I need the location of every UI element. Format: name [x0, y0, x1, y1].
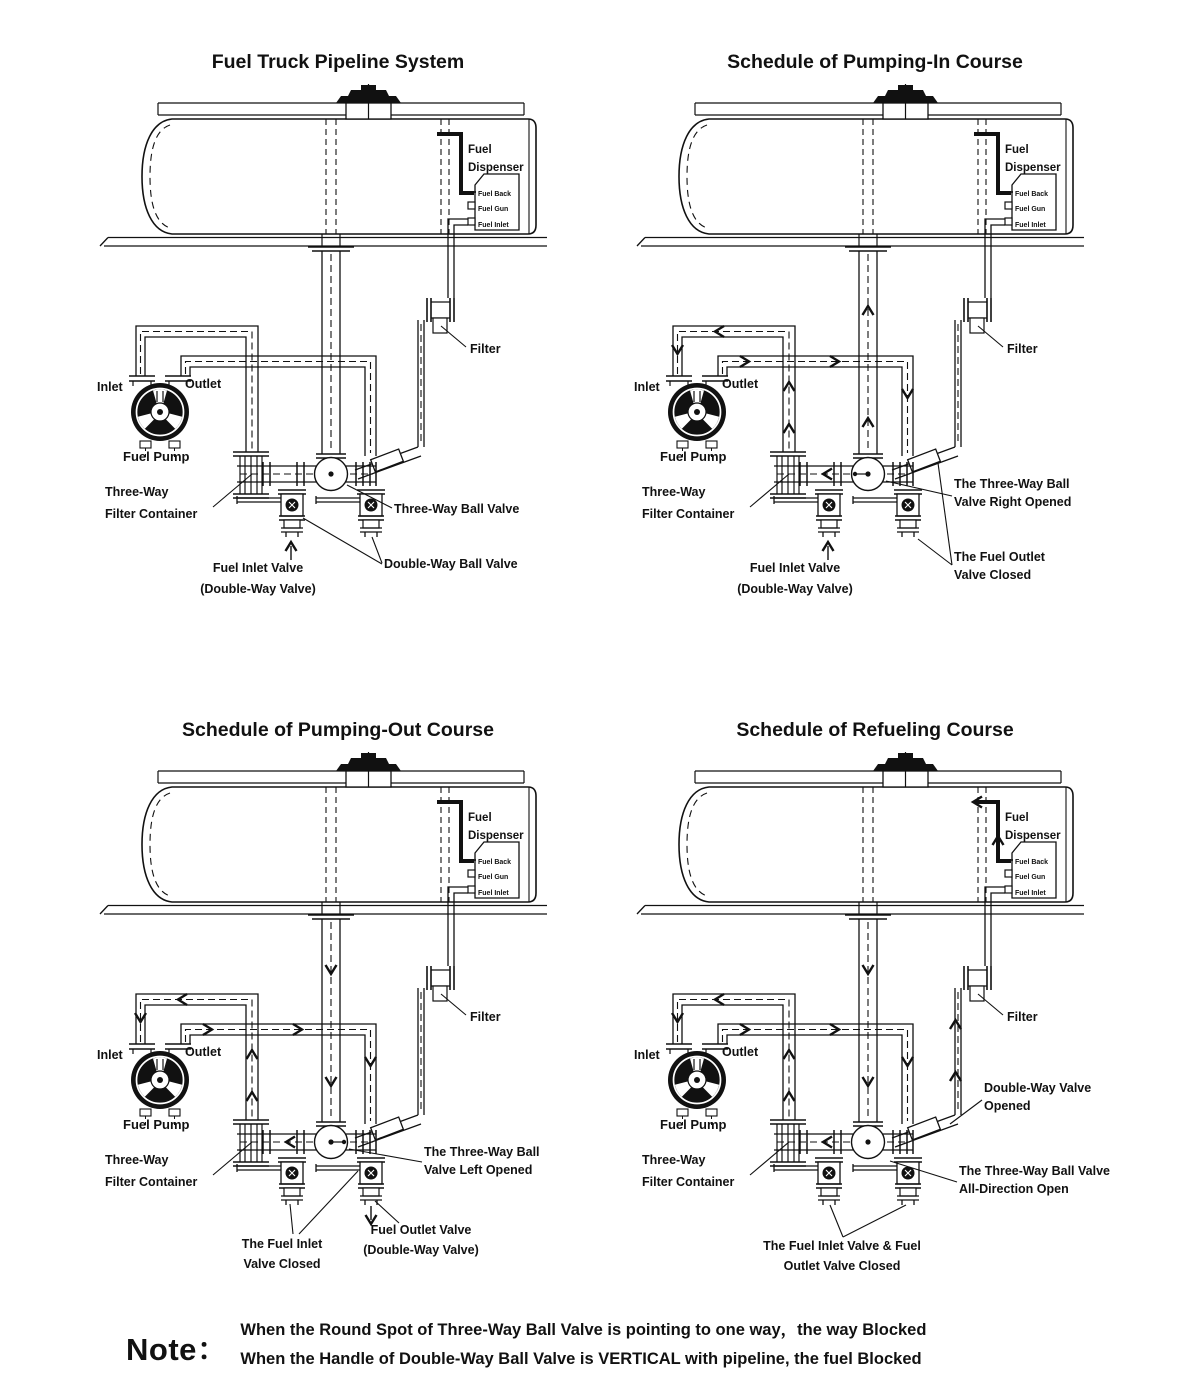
pump-foot — [140, 1109, 151, 1116]
port-label-fuel-back: Fuel Back — [478, 191, 512, 198]
callout-fuel-outlet-closed-line2: Valve Closed — [954, 568, 1032, 582]
dispenser-label-line1: Fuel — [1005, 812, 1029, 824]
fuel-pump-label: Fuel Pump — [660, 1117, 727, 1132]
discharge-pipe-outer — [718, 1024, 913, 1124]
callout-three-way-all-open-line2: All-Direction Open — [959, 1182, 1069, 1196]
fuel-outlet-double-way-valve — [853, 1158, 922, 1205]
callout-fuel-inlet-valve-line1: Fuel Inlet Valve — [749, 561, 841, 575]
callout-double-way-ball-valve — [303, 518, 518, 571]
dispenser-label-line1: Fuel — [468, 144, 492, 156]
callout-fuel-inlet-valve — [737, 542, 853, 596]
filter-assembly — [355, 887, 501, 1147]
pump-port-caps — [129, 376, 191, 381]
chassis — [100, 902, 547, 919]
filter-container-label-line1: Three-Way — [105, 485, 169, 499]
valve-handle — [853, 1164, 897, 1172]
pipe-line — [637, 906, 1084, 915]
fuel-inlet-double-way-valve — [774, 1158, 843, 1205]
panel-title-pumping-out: Schedule of Pumping-Out Course — [181, 719, 495, 741]
panel-pumping-out-svg — [0, 672, 600, 1322]
callout-fuel-inlet-closed-line2: Valve Closed — [243, 1257, 321, 1271]
panel-pumping-in — [537, 4, 1137, 654]
fuel-inlet-double-way-valve — [237, 1158, 306, 1205]
pipe-line — [818, 528, 840, 537]
callout-fuel-inlet-valve-line2: (Double-Way Valve) — [200, 582, 316, 596]
valve-handle — [774, 496, 818, 504]
pump-inlet-label: Inlet — [634, 1048, 660, 1062]
discharge-pipe-dash — [186, 362, 371, 454]
callout-fuel-outlet-valve — [363, 1201, 479, 1257]
pipe-line — [100, 906, 547, 915]
filter-body — [431, 302, 450, 318]
valve-handle — [316, 1164, 360, 1172]
note-label: Note： — [126, 1332, 229, 1367]
pipe-line — [322, 234, 340, 247]
pump-port-caps — [129, 1044, 191, 1049]
pump-foot — [169, 441, 180, 448]
fuel-inlet-port — [468, 886, 475, 893]
fuel-inlet-port — [1005, 886, 1012, 893]
filter-leader-line — [978, 326, 1003, 347]
pump-inlet-label: Inlet — [97, 380, 123, 394]
tank-walkway — [158, 771, 524, 783]
fuel-outlet-double-way-valve — [316, 1158, 385, 1205]
pipe-line — [158, 103, 524, 115]
discharge-pipe-dash — [186, 1030, 371, 1122]
callout-three-way-right-opened-line2: Valve Right Opened — [954, 495, 1072, 509]
callout-inlet-outlet-closed-line2: Outlet Valve Closed — [783, 1259, 901, 1273]
pump-foot — [677, 1109, 688, 1116]
pipe-line — [859, 234, 877, 247]
discharge-pipe-dash — [723, 362, 908, 454]
pump-foot — [140, 441, 151, 448]
note-line-1: When the Round Spot of Three-Way Ball Valve is pointing to one way，the way Blocked — [240, 1321, 927, 1339]
pipe-line — [281, 528, 303, 537]
tank-outlet-flange — [308, 247, 354, 251]
fuel-outlet-double-way-valve — [316, 490, 385, 537]
manhole-icon — [336, 752, 401, 787]
leader-line — [375, 1201, 399, 1223]
fuel-gun-port — [468, 202, 475, 209]
manhole-icon — [873, 84, 938, 119]
panel-system — [0, 4, 600, 654]
pump-outlet-label: Outlet — [185, 1045, 222, 1059]
pump-foot — [706, 441, 717, 448]
note-line-2: When the Handle of Double-Way Ball Valve is VERTICAL with pipeline, the fuel Blocked — [240, 1350, 922, 1368]
note-lines — [240, 1316, 926, 1374]
flow-arrow-left-icon — [715, 326, 724, 337]
flow-arrow-left-icon — [178, 994, 187, 1005]
leader-line — [938, 463, 952, 565]
discharge-pipe-outer — [718, 356, 913, 456]
pump-outlet-label: Outlet — [185, 377, 222, 391]
callout-fuel-inlet-valve-line1: Fuel Inlet Valve — [212, 561, 304, 575]
port-label-fuel-inlet: Fuel Inlet — [1015, 222, 1046, 229]
port-label-fuel-back: Fuel Back — [1015, 859, 1049, 866]
chassis — [637, 234, 1084, 251]
panel-refueling — [537, 672, 1137, 1322]
note-block — [126, 1316, 926, 1374]
fuel-inlet-double-way-valve — [774, 490, 843, 537]
callout-three-way-left-opened-line2: Valve Left Opened — [424, 1163, 533, 1177]
leader-line — [299, 1171, 358, 1234]
pipe-line — [695, 103, 1061, 115]
fuel-gun-port — [1005, 870, 1012, 877]
filter-leader-line — [978, 994, 1003, 1015]
port-label-fuel-back: Fuel Back — [478, 859, 512, 866]
filter-label: Filter — [1007, 1010, 1038, 1024]
pipe-line — [897, 1196, 919, 1205]
chassis — [100, 234, 547, 251]
pump-foot — [706, 1109, 717, 1116]
valve-round-spot — [328, 471, 333, 476]
callout-three-way-all-open — [890, 1161, 1110, 1196]
pipe-line — [695, 771, 1061, 783]
pipe-line — [322, 902, 340, 915]
filter-bowl — [433, 986, 447, 1001]
pipe-line — [859, 902, 877, 915]
dispenser-label-line2: Dispenser — [468, 830, 524, 842]
leader-line — [290, 1204, 293, 1234]
pipe-line — [100, 238, 547, 247]
tank-outlet-flange — [308, 915, 354, 919]
fuel-pump-label: Fuel Pump — [660, 449, 727, 464]
callout-double-way-opened-line2: Opened — [984, 1099, 1031, 1113]
tank-outlet-flange — [845, 247, 891, 251]
port-label-fuel-gun: Fuel Gun — [478, 874, 509, 881]
dispenser-label-line2: Dispenser — [1005, 162, 1061, 174]
panel-pumping-in-svg — [537, 4, 1137, 654]
pump-port-caps — [666, 1044, 728, 1049]
filter-label: Filter — [1007, 342, 1038, 356]
leader-line — [843, 1205, 906, 1237]
pipe-line — [281, 1196, 303, 1205]
fuel-pump — [634, 1044, 759, 1132]
pipe-line — [360, 528, 382, 537]
filter-container-label-line2: Filter Container — [642, 1175, 735, 1189]
callout-three-way-all-open-line1: The Three-Way Ball Valve — [959, 1164, 1110, 1178]
callout-fuel-outlet-valve-line1: Fuel Outlet Valve — [370, 1223, 472, 1237]
panel-refueling-svg — [537, 672, 1137, 1322]
dispenser-label-line1: Fuel — [1005, 144, 1029, 156]
pump-inlet-label: Inlet — [634, 380, 660, 394]
filter-body — [968, 970, 987, 986]
fuel-pump — [97, 376, 222, 464]
tank-walkway — [695, 103, 1061, 115]
fuel-pump — [97, 1044, 222, 1132]
callout-double-way-opened — [950, 1081, 1091, 1124]
valve-handle — [774, 1164, 818, 1172]
filter-body — [431, 970, 450, 986]
filter-container-label-line1: Three-Way — [105, 1153, 169, 1167]
callout-fuel-outlet-valve-line2: (Double-Way Valve) — [363, 1243, 479, 1257]
filter-container-label-line1: Three-Way — [642, 485, 706, 499]
filter-container-label-line1: Three-Way — [642, 1153, 706, 1167]
panel-title-system: Fuel Truck Pipeline System — [211, 51, 465, 73]
dispenser-label-line2: Dispenser — [468, 162, 524, 174]
tank-outlet-flange — [845, 915, 891, 919]
fuel-pump-label: Fuel Pump — [123, 449, 190, 464]
callout-fuel-inlet-valve-line2: (Double-Way Valve) — [737, 582, 853, 596]
callout-double-way-ball-valve-line1: Double-Way Ball Valve — [384, 557, 518, 571]
port-label-fuel-gun: Fuel Gun — [478, 206, 509, 213]
filter-container-label-line2: Filter Container — [105, 1175, 198, 1189]
port-label-fuel-inlet: Fuel Inlet — [1015, 890, 1046, 897]
port-label-fuel-inlet: Fuel Inlet — [478, 222, 509, 229]
filter-assembly — [892, 219, 1038, 479]
filter-label: Filter — [470, 1010, 501, 1024]
filter-label: Filter — [470, 342, 501, 356]
valve-handle — [237, 1164, 281, 1172]
pump-outlet-label: Outlet — [722, 1045, 759, 1059]
fuel-inlet-port — [1005, 218, 1012, 225]
pipe-line — [818, 1196, 840, 1205]
pump-foot — [169, 1109, 180, 1116]
flow-arrow-left-icon — [715, 994, 724, 1005]
panel-system-svg — [0, 4, 600, 654]
fuel-inlet-double-way-valve — [237, 490, 306, 537]
pump-inlet-label: Inlet — [97, 1048, 123, 1062]
dispenser-label-line1: Fuel — [468, 812, 492, 824]
fuel-pump — [634, 376, 759, 464]
pump-outlet-label: Outlet — [722, 377, 759, 391]
dispenser-label-line2: Dispenser — [1005, 830, 1061, 842]
port-label-fuel-back: Fuel Back — [1015, 191, 1049, 198]
port-label-fuel-inlet: Fuel Inlet — [478, 890, 509, 897]
valve-handle — [316, 496, 360, 504]
filter-bowl — [970, 986, 984, 1001]
filter-body — [968, 302, 987, 318]
manhole-icon — [336, 84, 401, 119]
callout-fuel-outlet-closed-line1: The Fuel Outlet — [954, 550, 1045, 564]
discharge-pipe-outer — [181, 356, 376, 456]
callout-fuel-inlet-closed — [242, 1171, 358, 1271]
tank-walkway — [158, 103, 524, 115]
fuel-pump-label: Fuel Pump — [123, 1117, 190, 1132]
pump-port-caps — [666, 376, 728, 381]
filter-leader-line — [441, 994, 466, 1015]
chassis — [637, 902, 1084, 919]
pipe-line — [158, 771, 524, 783]
valve-handle — [853, 496, 897, 504]
port-label-fuel-gun: Fuel Gun — [1015, 874, 1046, 881]
panel-title-pumping-in: Schedule of Pumping-In Course — [727, 51, 1023, 73]
valve-handle — [237, 496, 281, 504]
valve-round-spot — [865, 1139, 870, 1144]
filter-bowl — [433, 318, 447, 333]
callout-three-way-right-opened-line1: The Three-Way Ball — [954, 477, 1070, 491]
callout-inlet-outlet-closed — [763, 1205, 921, 1273]
callout-three-way-ball-valve-line1: Three-Way Ball Valve — [394, 502, 520, 516]
leader-line — [830, 1205, 843, 1237]
pipe-line — [897, 528, 919, 537]
manhole-icon — [873, 752, 938, 787]
fuel-inlet-port — [468, 218, 475, 225]
callout-inlet-outlet-closed-line1: The Fuel Inlet Valve & Fuel — [763, 1239, 921, 1253]
callout-double-way-opened-line1: Double-Way Valve — [984, 1081, 1092, 1095]
filter-container-label-line2: Filter Container — [642, 507, 735, 521]
filter-container-label-line2: Filter Container — [105, 507, 198, 521]
callout-fuel-inlet-valve — [200, 542, 316, 596]
pipe-line — [637, 238, 1084, 247]
discharge-pipe-dash — [723, 1030, 908, 1122]
leader-line — [918, 539, 952, 565]
filter-leader-line — [441, 326, 466, 347]
panel-title-refueling: Schedule of Refueling Course — [736, 719, 1014, 741]
callout-fuel-inlet-closed-line1: The Fuel Inlet — [241, 1237, 323, 1251]
discharge-pipe-outer — [181, 1024, 376, 1124]
callout-three-way-left-opened-line1: The Three-Way Ball — [424, 1145, 540, 1159]
fuel-outlet-double-way-valve — [853, 490, 922, 537]
leader-line — [349, 1149, 422, 1162]
fuel-gun-port — [1005, 202, 1012, 209]
filter-assembly — [355, 219, 501, 479]
port-label-fuel-gun: Fuel Gun — [1015, 206, 1046, 213]
pump-foot — [677, 441, 688, 448]
tank-walkway — [695, 771, 1061, 783]
filter-bowl — [970, 318, 984, 333]
fuel-gun-port — [468, 870, 475, 877]
panel-pumping-out — [0, 672, 600, 1322]
